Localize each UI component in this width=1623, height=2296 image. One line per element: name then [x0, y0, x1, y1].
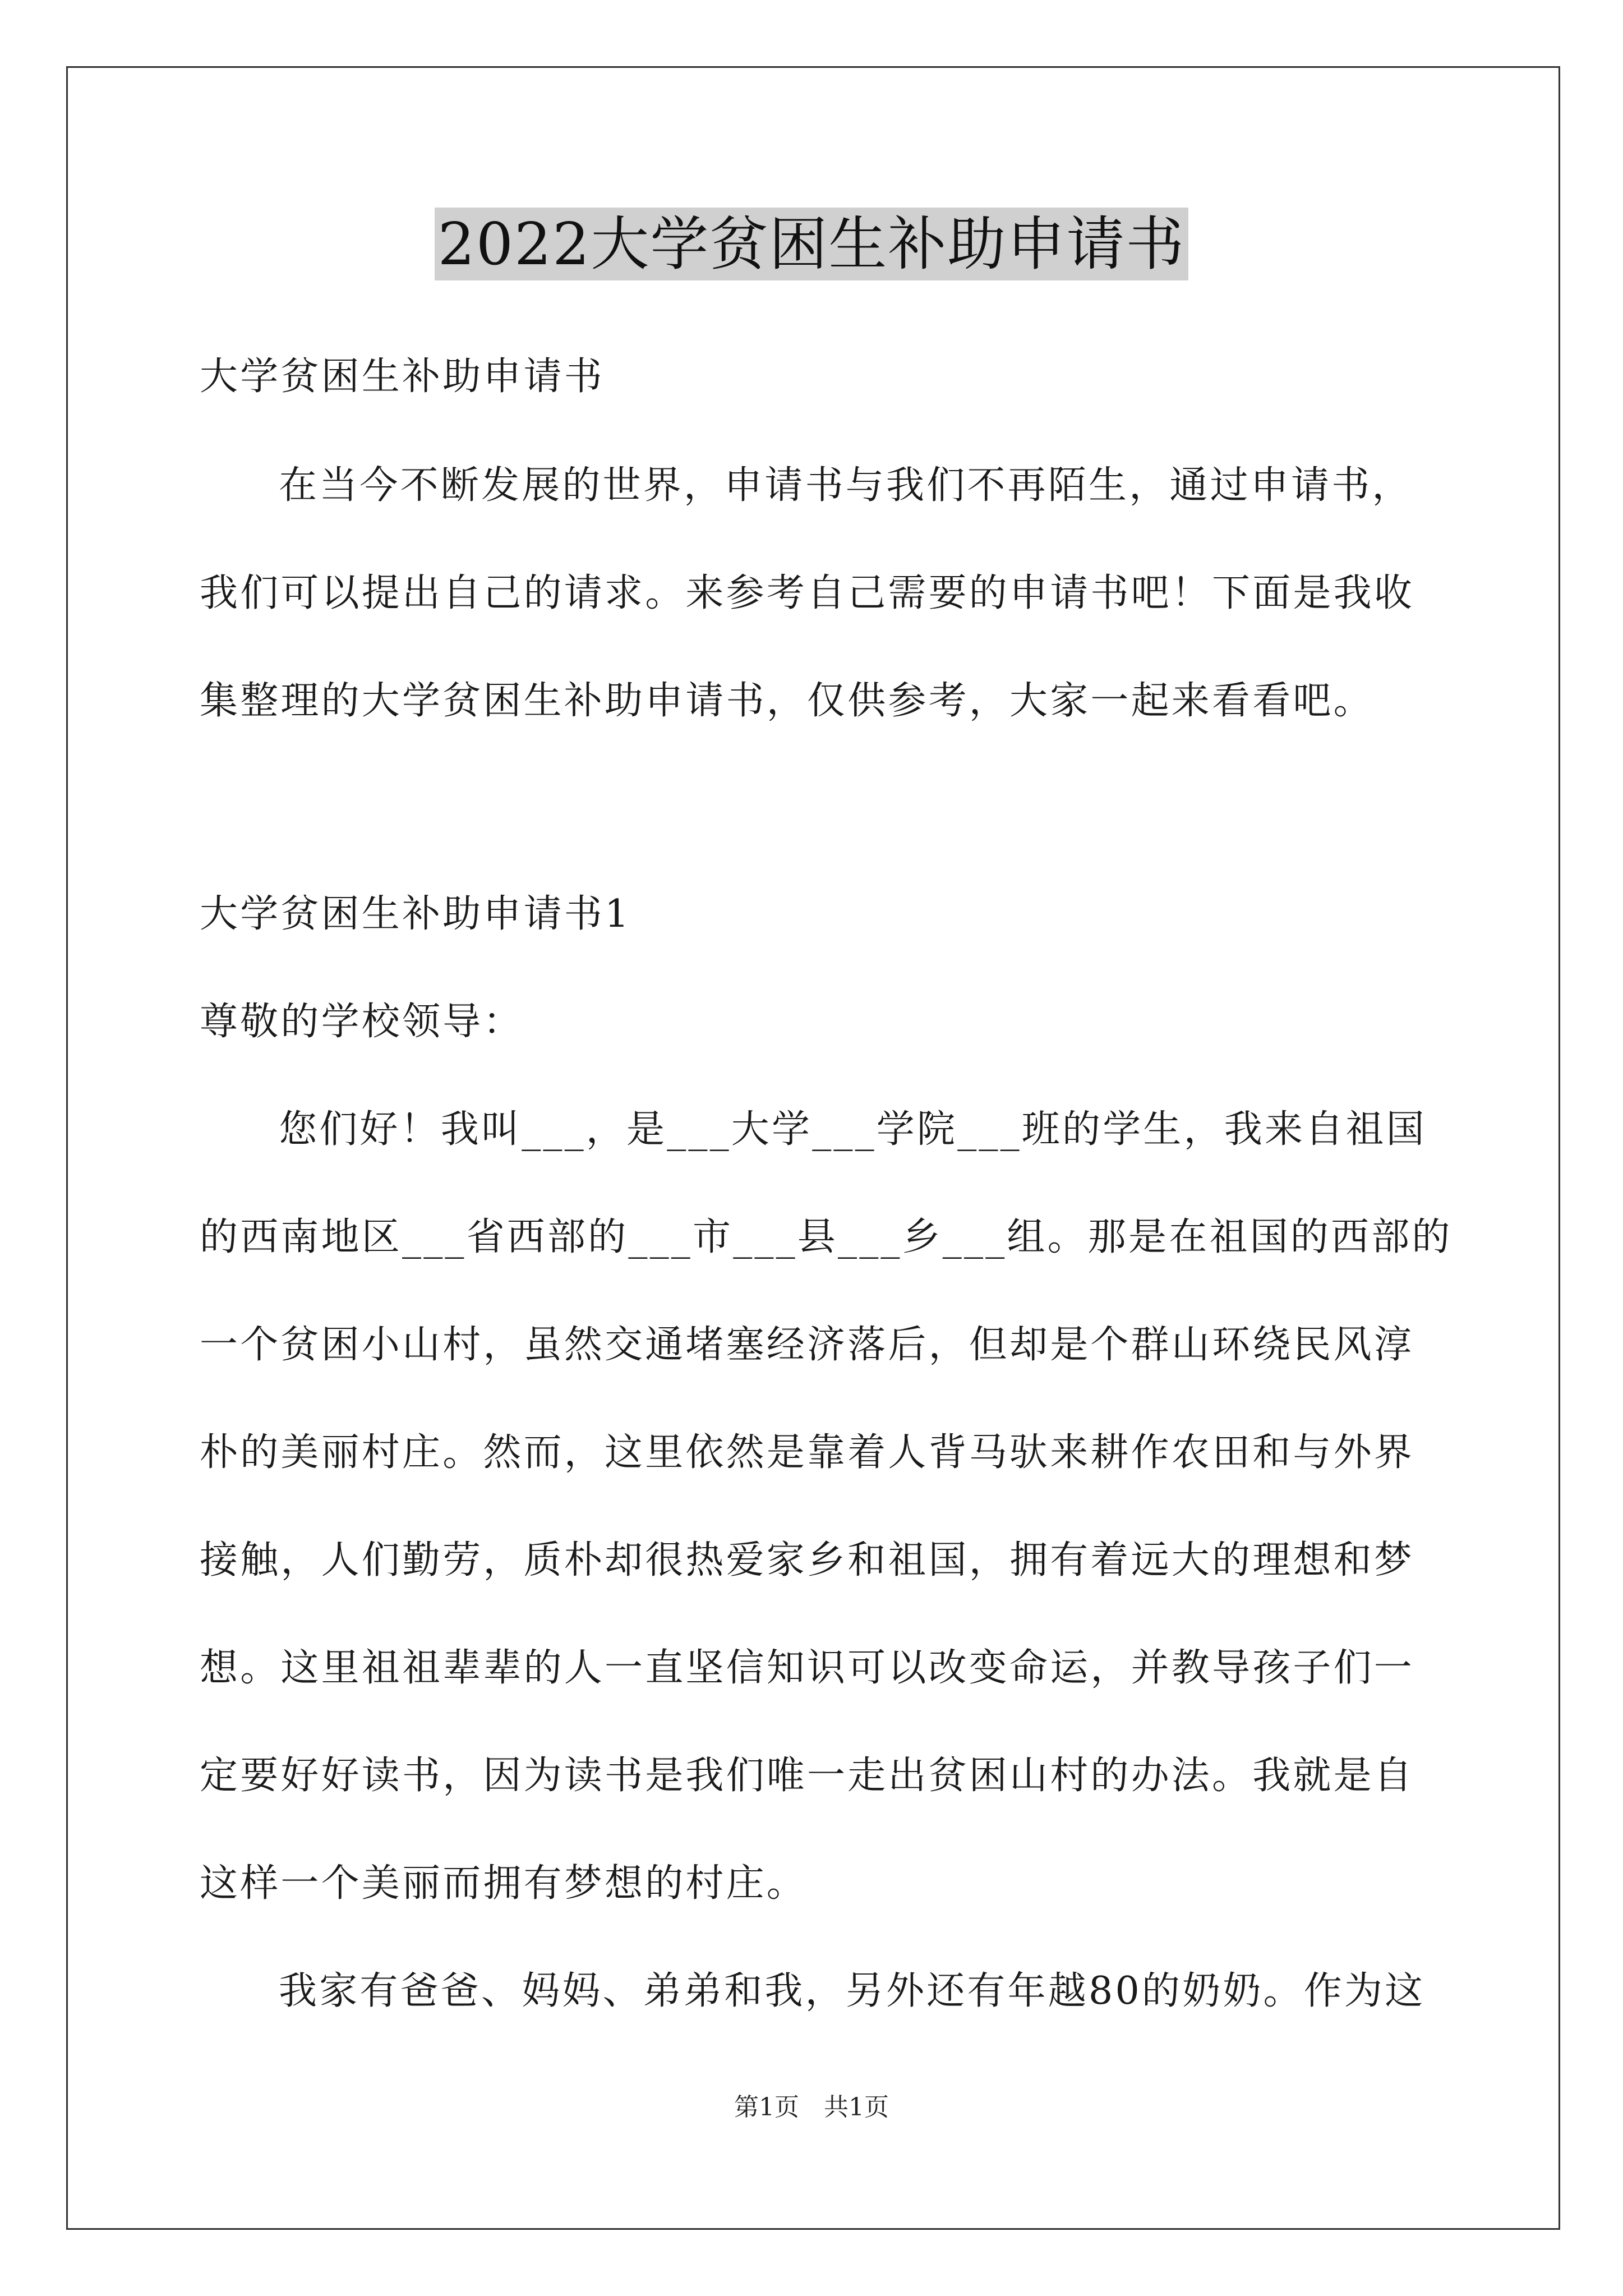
subtitle: 大学贫困生补助申请书	[200, 355, 605, 399]
document-title: 2022大学贫困生补助申请书	[435, 208, 1189, 280]
body-line-8: 这样一个美丽而拥有梦想的村庄。	[200, 1861, 808, 1906]
section-heading: 大学贫困生补助申请书1	[200, 892, 631, 936]
salutation: 尊敬的学校领导：	[200, 1000, 524, 1044]
intro-line-2: 我们可以提出自己的请求。来参考自己需要的申请书吧！下面是我收	[200, 571, 1415, 615]
body-line-5: 接触，人们勤劳，质朴却很热爱家乡和祖国，拥有着远大的理想和梦	[200, 1538, 1415, 1582]
body-line-6: 想。这里祖祖辈辈的人一直坚信知识可以改变命运，并教导孩子们一	[200, 1646, 1415, 1690]
body-line-2: 的西南地区___省西部的___市___县___乡___组。那是在祖国的西部的	[200, 1215, 1453, 1259]
page-footer: 第1页 共1页	[734, 2093, 889, 2122]
body-line-4: 朴的美丽村庄。然而，这里依然是靠着人背马驮来耕作农田和与外界	[200, 1430, 1415, 1475]
intro-line-3: 集整理的大学贫困生补助申请书，仅供参考，大家一起来看看吧。	[200, 679, 1374, 723]
body-line-9: 我家有爸爸、妈妈、弟弟和我，另外还有年越80的奶奶。作为这	[279, 1969, 1426, 2013]
body-line-7: 定要好好读书，因为读书是我们唯一走出贫困山村的办法。我就是自	[200, 1754, 1415, 1798]
title-container	[0, 208, 1623, 280]
intro-line-1: 在当今不断发展的世界，申请书与我们不再陌生，通过申请书，	[279, 463, 1413, 508]
body-line-1: 您们好！我叫___，是___大学___学院___班的学生，我来自祖国	[279, 1107, 1427, 1152]
body-line-3: 一个贫困小山村，虽然交通堵塞经济落后，但却是个群山环绕民风淳	[200, 1323, 1415, 1367]
